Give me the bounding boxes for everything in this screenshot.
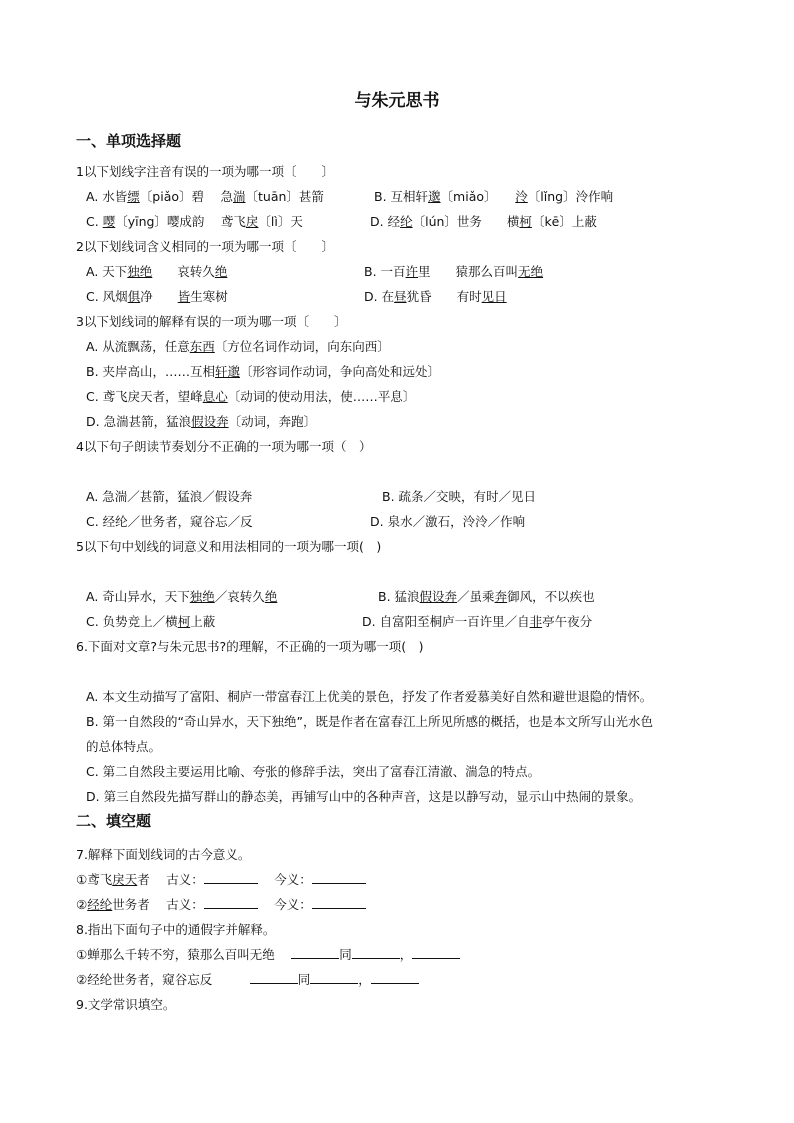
question-7-item-1: ①鸢飞戾天者 古义： 今义： bbox=[76, 870, 366, 888]
question-6-option-c: C. 第二自然段主要运用比喻、夸张的修辞手法，突出了富春江清澈、湍急的特点。 bbox=[86, 764, 541, 779]
question-4-option-a: A. 急湍／甚箭，猛浪／假设奔 bbox=[86, 489, 253, 504]
question-1-stem: 1以下划线字注音有误的一项为哪一项〔 〕 bbox=[76, 164, 334, 179]
question-3-stem: 3以下划线词的解释有误的一项为哪一项〔 〕 bbox=[76, 314, 347, 329]
question-3-option-a: A. 从流飘荡，任意东西〔方位名词作动词，向东向西〕 bbox=[86, 339, 390, 354]
question-8-item-1: ①蝉那么千转不穷，猿那么百叫无绝 同 ， bbox=[76, 945, 460, 963]
question-4-option-c: C. 经纶／世务者，窥谷忘／反 bbox=[86, 514, 253, 529]
question-6-option-b: B. 第一自然段的“奇山异水，天下独绝”，既是作者在富春江上所见所感的概括，也是本文所写山光水色 bbox=[86, 714, 653, 729]
answer-blank[interactable] bbox=[312, 871, 366, 884]
question-2-stem: 2以下划线词含义相同的一项为哪一项〔 〕 bbox=[76, 239, 334, 254]
question-2-option-d: D. 在昼犹昏 有时见日 bbox=[364, 289, 507, 304]
question-2-option-b: B. 一百许里 猿那么百叫无绝 bbox=[364, 264, 544, 279]
question-1-option-c: C. 嘤〔yīng〕嘤成韵 鸢飞戾〔lì〕天 bbox=[86, 214, 303, 229]
question-8-stem: 8.指出下面句子中的通假字并解释。 bbox=[76, 922, 276, 937]
question-3-option-d: D. 急湍甚箭，猛浪假设奔〔动词，奔跑〕 bbox=[86, 414, 317, 429]
answer-blank[interactable] bbox=[204, 896, 258, 909]
answer-blank[interactable] bbox=[352, 946, 400, 959]
question-5-option-c: C. 负势竞上／横柯上蔽 bbox=[86, 614, 216, 629]
page-title: 与朱元思书 bbox=[354, 91, 440, 111]
question-5-option-a: A. 奇山异水，天下独绝／哀转久绝 bbox=[86, 589, 278, 604]
question-6-option-b-continued: 的总体特点。 bbox=[86, 739, 162, 754]
answer-blank[interactable] bbox=[291, 946, 339, 959]
question-3-option-c: C. 鸢飞戾天者，望峰息心〔动词的使动用法，使……平息〕 bbox=[86, 389, 416, 404]
question-5-option-d: D. 自富阳至桐庐一百许里／自非亭午夜分 bbox=[362, 614, 593, 629]
answer-blank[interactable] bbox=[250, 971, 298, 984]
question-4-option-d: D. 泉水／激石，泠泠／作响 bbox=[370, 514, 526, 529]
question-1-option-b: B. 互相轩邈〔miǎo〕 泠〔lǐng〕泠作响 bbox=[374, 189, 614, 204]
question-2-option-a: A. 天下独绝 哀转久绝 bbox=[86, 264, 228, 279]
section-heading-fill: 二、填空题 bbox=[76, 812, 152, 830]
question-1-option-d: D. 经纶〔lún〕世务 横柯〔kē〕上蔽 bbox=[370, 214, 597, 229]
question-1-option-a: A. 水皆缥〔piǎo〕碧 急湍〔tuān〕甚箭 bbox=[86, 189, 324, 204]
answer-blank[interactable] bbox=[412, 946, 460, 959]
question-3-option-b: B. 夹岸高山，……互相轩邈〔形容词作动词，争向高处和远处〕 bbox=[86, 364, 441, 379]
question-6-option-a: A. 本文生动描写了富阳、桐庐一带富春江上优美的景色，抒发了作者爱慕美好自然和避世退隐的情怀。 bbox=[86, 689, 653, 704]
answer-blank[interactable] bbox=[310, 971, 358, 984]
question-7-stem: 7.解释下面划线词的古今意义。 bbox=[76, 847, 251, 862]
answer-blank[interactable] bbox=[204, 871, 258, 884]
question-8-item-2: ②经纶世务者，窥谷忘反 同 ， bbox=[76, 970, 419, 988]
answer-blank[interactable] bbox=[371, 971, 419, 984]
question-6-stem: 6.下面对文章?与朱元思书?的理解，不正确的一项为哪一项( ) bbox=[76, 639, 424, 654]
answer-blank[interactable] bbox=[312, 896, 366, 909]
question-9-stem: 9.文学常识填空。 bbox=[76, 997, 176, 1012]
question-2-option-c: C. 风烟俱净 皆生寒树 bbox=[86, 289, 228, 304]
question-6-option-d: D. 第三自然段先描写群山的静态美，再铺写山中的各种声音，这是以静写动，显示山中热闹的景象。 bbox=[86, 789, 642, 804]
question-4-option-b: B. 疏条／交映，有时／见日 bbox=[382, 489, 537, 504]
question-5-stem: 5以下句中划线的词意义和用法相同的一项为哪一项( ) bbox=[76, 539, 382, 554]
question-7-item-2: ②经纶世务者 古义： 今义： bbox=[76, 895, 366, 913]
question-4-stem: 4以下句子朗读节奏划分不正确的一项为哪一项（ ） bbox=[76, 439, 372, 454]
question-5-option-b: B. 猛浪假设奔／虽乘奔御风，不以疾也 bbox=[378, 589, 595, 604]
section-heading-choice: 一、单项选择题 bbox=[76, 132, 182, 150]
